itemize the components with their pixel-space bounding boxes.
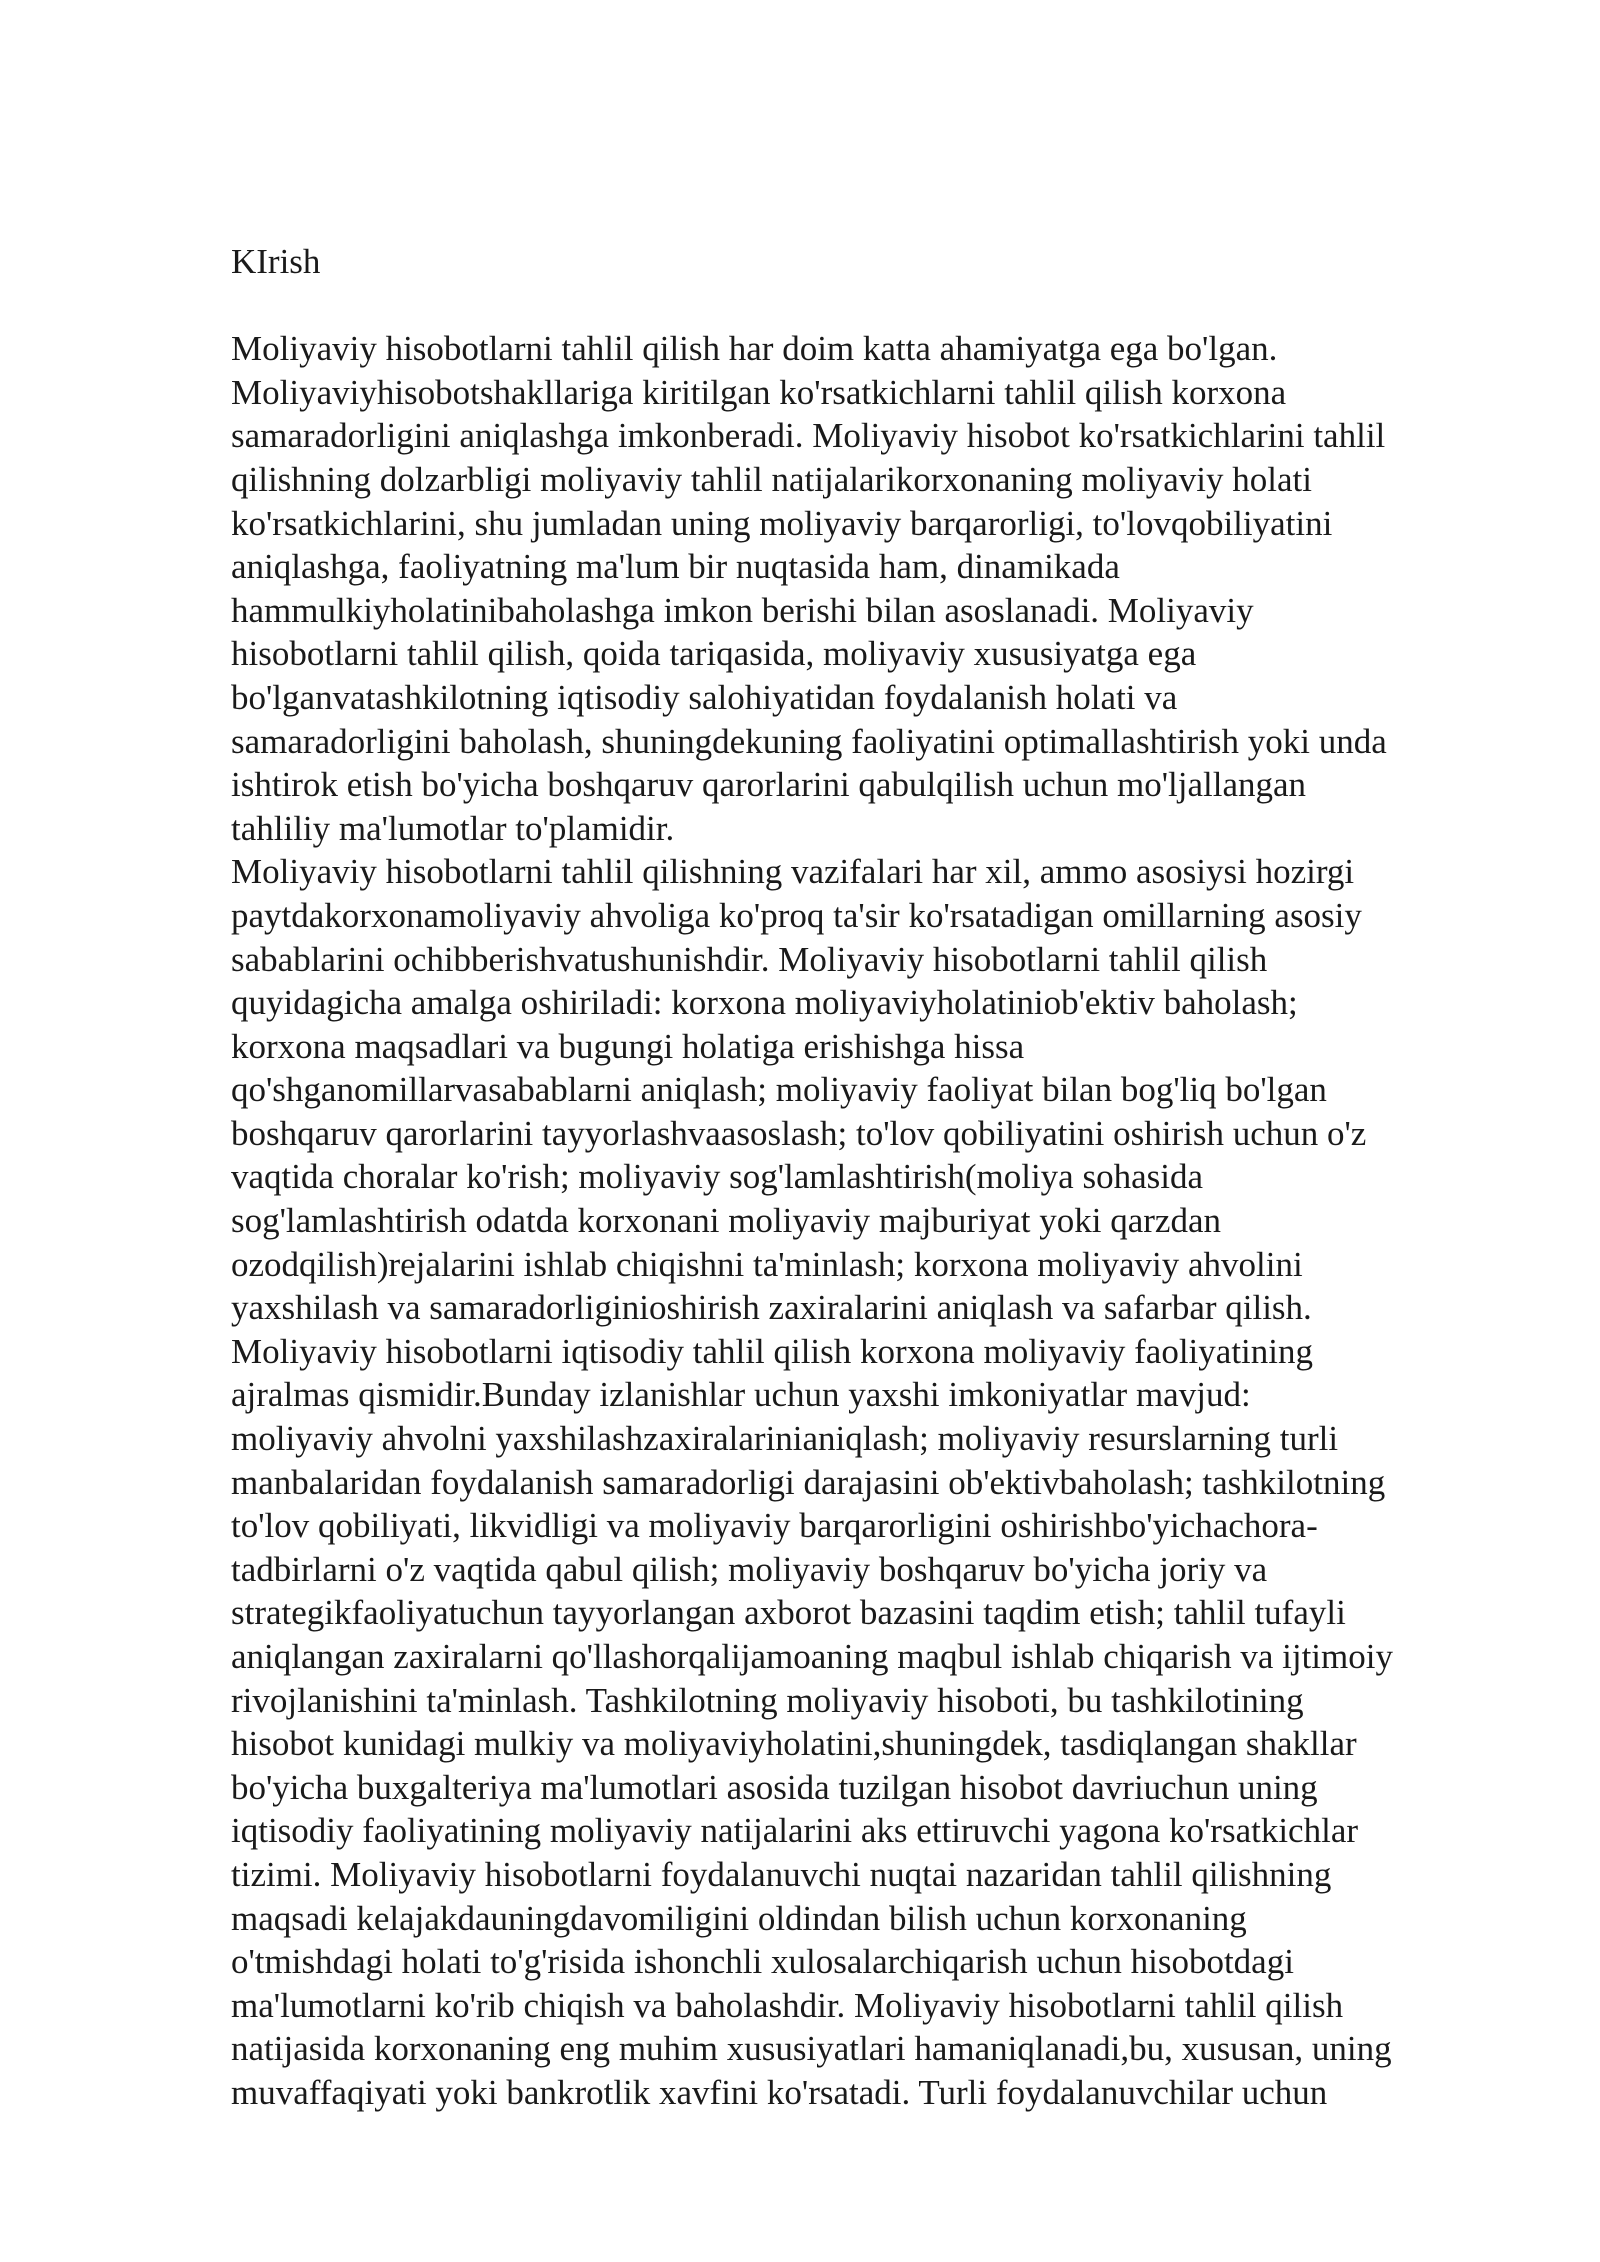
text-line: moliyaviy ahvolni yaxshilashzaxiralarinianiqlash; moliyaviy resurslarning turli bbox=[231, 1419, 1339, 1459]
text-line: muvaffaqiyati yoki bankrotlik xavfini ko'rsatadi. Turli foydalanuvchilar uchun bbox=[231, 2072, 1328, 2112]
text-line: strategikfaoliyatuchun tayyorlangan axborot bazasini taqdim etish; tahlil tufayli bbox=[231, 1593, 1346, 1633]
heading-spacer bbox=[231, 284, 1511, 328]
text-line: bo'lganvatashkilotning iqtisodiy salohiyatidan foydalanish holati va bbox=[231, 677, 1178, 717]
text-line: aniqlashga, faoliyatning ma'lum bir nuqtasida ham, dinamikada bbox=[231, 547, 1120, 587]
text-line: tizimi. Moliyaviy hisobotlarni foydalanuvchi nuqtai nazaridan tahlil qilishning bbox=[231, 1854, 1332, 1894]
text-line: korxona maqsadlari va bugungi holatiga erishishga hissa bbox=[231, 1026, 1025, 1066]
text-line: hisobotlarni tahlil qilish, qoida tariqasida, moliyaviy xususiyatga ega bbox=[231, 634, 1197, 674]
text-line: sabablarini ochibberishvatushunishdir. Moliyaviy hisobotlarni tahlil qilish bbox=[231, 939, 1268, 979]
text-line: ko'rsatkichlarini, shu jumladan uning moliyaviy barqarorligi, to'lovqobiliyatini bbox=[231, 503, 1333, 543]
text-line: quyidagicha amalga oshiriladi: korxona moliyaviyholatiniob'ektiv baholash; bbox=[231, 983, 1298, 1023]
text-line: Moliyaviyhisobotshakllariga kiritilgan ko'rsatkichlarni tahlil qilish korxona bbox=[231, 372, 1287, 412]
text-line: vaqtida choralar ko'rish; moliyaviy sog'lamlashtirish(moliya sohasida bbox=[231, 1157, 1204, 1197]
text-line: natijasida korxonaning eng muhim xususiyatlari hamaniqlanadi,bu, xususan, uning bbox=[231, 2029, 1392, 2069]
text-line: o'tmishdagi holati to'g'risida ishonchli xulosalarchiqarish uchun hisobotdagi bbox=[231, 1942, 1294, 1982]
text-line: hisobot kunidagi mulkiy va moliyaviyholatini,shuningdek, tasdiqlangan shakllar bbox=[231, 1724, 1357, 1764]
text-line: manbalaridan foydalanish samaradorligi darajasini ob'ektivbaholash; tashkilotning bbox=[231, 1462, 1386, 1502]
text-line: samaradorligini baholash, shuningdekuning faoliyatini optimallashtirish yoki unda bbox=[231, 721, 1387, 761]
text-line: ma'lumotlarni ko'rib chiqish va baholashdir. Moliyaviy hisobotlarni tahlil qilish bbox=[231, 1985, 1344, 2025]
document-body bbox=[231, 240, 1511, 2115]
text-line: Moliyaviy hisobotlarni tahlil qilish har doim katta ahamiyatga ega bo'lgan. bbox=[231, 329, 1278, 369]
text-line: Moliyaviy hisobotlarni iqtisodiy tahlil qilish korxona moliyaviy faoliyatining bbox=[231, 1331, 1313, 1371]
text-line: samaradorligini aniqlashga imkonberadi. Moliyaviy hisobot ko'rsatkichlarini tahlil bbox=[231, 416, 1386, 456]
text-line: iqtisodiy faoliyatining moliyaviy natijalarini aks ettiruvchi yagona ko'rsatkichlar bbox=[231, 1811, 1359, 1851]
text-line: ajralmas qismidir.Bunday izlanishlar uchun yaxshi imkoniyatlar mavjud: bbox=[231, 1375, 1251, 1415]
body-text bbox=[231, 327, 1511, 2114]
text-line: boshqaruv qarorlarini tayyorlashvaasoslash; to'lov qobiliyatini oshirish uchun o'z bbox=[231, 1113, 1367, 1153]
text-line: sog'lamlashtirish odatda korxonani moliyaviy majburiyat yoki qarzdan bbox=[231, 1201, 1221, 1241]
text-line: maqsadi kelajakdauningdavomiligini oldindan bilish uchun korxonaning bbox=[231, 1898, 1247, 1938]
text-line: qilishning dolzarbligi moliyaviy tahlil natijalarikorxonaning moliyaviy holati bbox=[231, 459, 1312, 499]
text-line: hammulkiyholatinibaholashga imkon berishi bilan asoslanadi. Moliyaviy bbox=[231, 590, 1254, 630]
text-line: rivojlanishini ta'minlash. Tashkilotning moliyaviy hisoboti, bu tashkilotining bbox=[231, 1680, 1304, 1720]
text-line: to'lov qobiliyati, likvidligi va moliyaviy barqarorligini oshirishbo'yichachora- bbox=[231, 1506, 1318, 1546]
text-line: yaxshilash va samaradorliginioshirish zaxiralarini aniqlash va safarbar qilish. bbox=[231, 1288, 1312, 1328]
text-line: ishtirok etish bo'yicha boshqaruv qarorlarini qabulqilish uchun mo'ljallangan bbox=[231, 765, 1307, 805]
text-line: paytdakorxonamoliyaviy ahvoliga ko'proq ta'sir ko'rsatadigan omillarning asosiy bbox=[231, 895, 1362, 935]
text-line: Moliyaviy hisobotlarni tahlil qilishning vazifalari har xil, ammo asosiysi hozirgi bbox=[231, 852, 1355, 892]
text-line: tahliliy ma'lumotlar to'plamidir. bbox=[231, 808, 675, 848]
document-heading: KIrish bbox=[231, 242, 321, 281]
text-line: aniqlangan zaxiralarni qo'llashorqalijamoaning maqbul ishlab chiqarish va ijtimoiy bbox=[231, 1637, 1393, 1676]
text-line: ozodqilish)rejalarini ishlab chiqishni ta'minlash; korxona moliyaviy ahvolini bbox=[231, 1244, 1303, 1284]
text-line: qo'shganomillarvasabablarni aniqlash; moliyaviy faoliyat bilan bog'liq bo'lgan bbox=[231, 1070, 1327, 1110]
text-line: bo'yicha buxgalteriya ma'lumotlari asosida tuzilgan hisobot davriuchun uning bbox=[231, 1767, 1318, 1807]
text-line: tadbirlarni o'z vaqtida qabul qilish; moliyaviy boshqaruv bo'yicha joriy va bbox=[231, 1549, 1268, 1589]
